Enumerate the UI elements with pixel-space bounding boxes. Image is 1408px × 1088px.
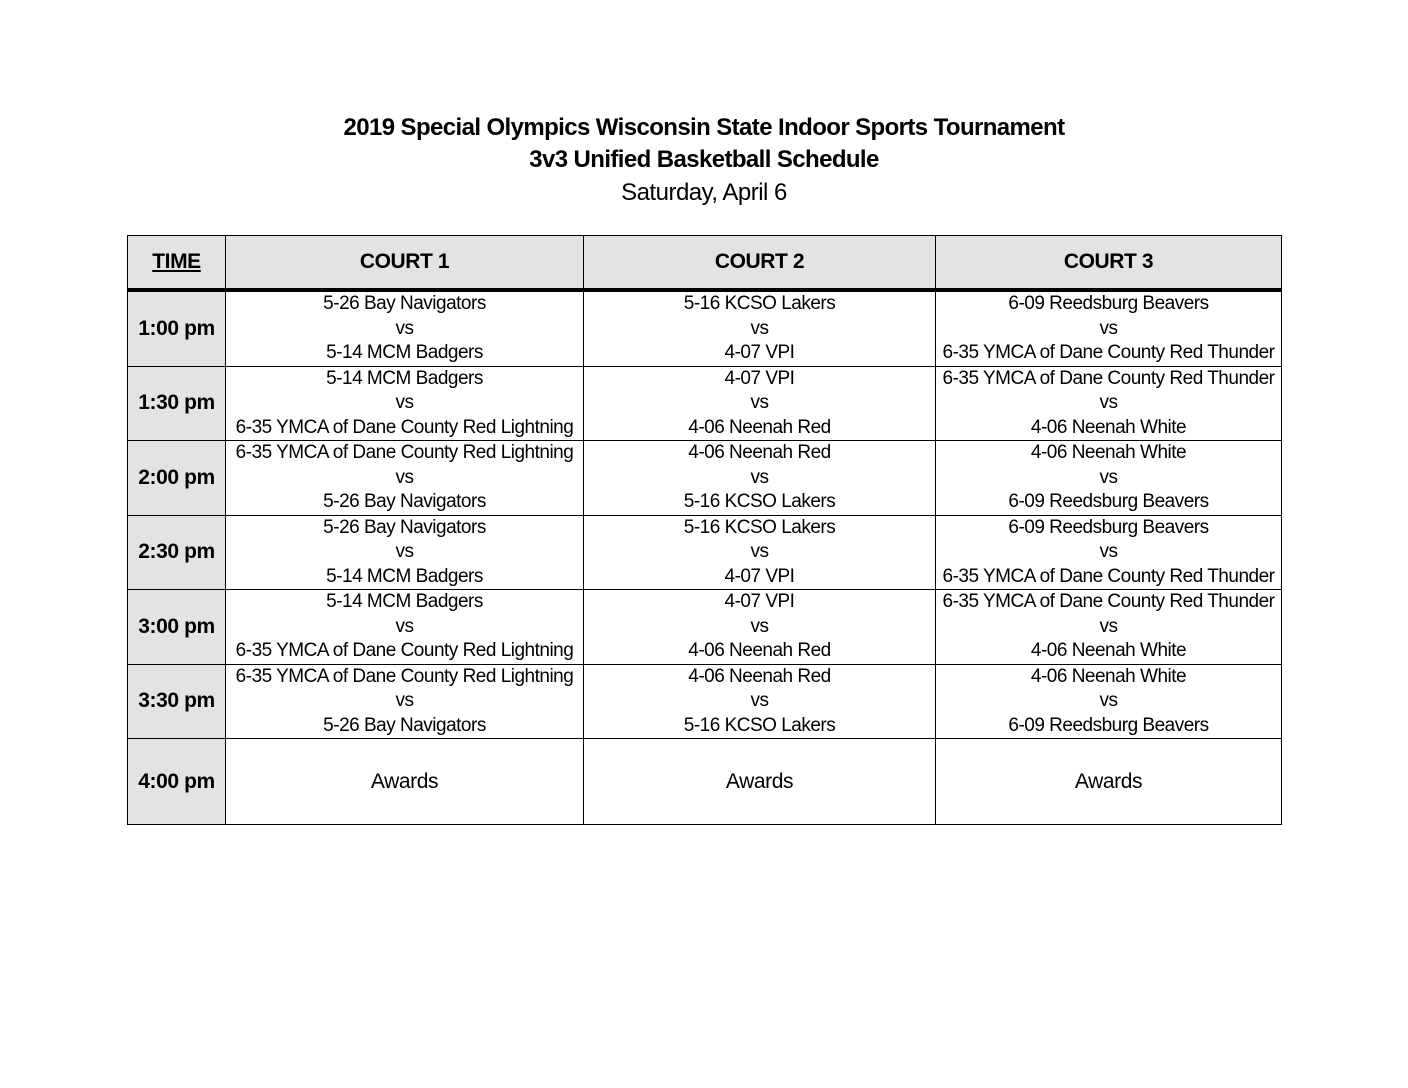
game-cell [226,515,584,590]
vs-label: vs [750,317,769,339]
time-slot: 3:30 pm [128,664,226,739]
team-away: 4-07 VPI [724,342,795,363]
game-cell [584,290,936,366]
time-slot: 2:00 pm [128,441,226,516]
team-home: 6-35 YMCA of Dane County Red Lightning [235,665,574,687]
team-away: 4-06 Neenah Red [688,640,831,661]
game-cell [936,441,1282,516]
team-home: 6-09 Reedsburg Beavers [1008,516,1209,538]
column-header-court-3: COURT 3 [936,236,1282,291]
team-home: 4-07 VPI [724,367,795,389]
column-header-court-2: COURT 2 [584,236,936,291]
team-away: 5-26 Bay Navigators [323,491,486,512]
vs-label: vs [395,690,414,711]
game-cell [584,366,936,441]
team-home: 4-07 VPI [724,591,795,612]
table-row [128,590,1282,665]
team-home: 4-06 Neenah White [1030,665,1187,687]
table-row [128,290,1282,366]
team-home: 5-14 MCM Badgers [326,367,483,389]
vs-label: vs [750,615,769,637]
team-away: 6-35 YMCA of Dane County Red Lightning [235,416,574,438]
team-away: 6-35 YMCA of Dane County Red Thunder [942,342,1275,363]
team-home: 4-06 Neenah Red [688,665,831,687]
document-title: 2019 Special Olympics Wisconsin State Indoor Sports Tournament [343,114,1065,141]
team-away: 4-07 VPI [724,565,795,587]
vs-label: vs [750,392,769,413]
team-home: 6-09 Reedsburg Beavers [1008,293,1209,314]
vs-label: vs [1099,690,1118,711]
team-home: 5-14 MCM Badgers [326,591,483,612]
game-cell [226,441,584,516]
game-cell [936,664,1282,739]
table-row-awards [128,739,1282,825]
team-home: 6-35 YMCA of Dane County Red Lightning [235,442,574,463]
schedule-date: Saturday, April 6 [621,179,787,206]
team-away: 5-14 MCM Badgers [326,342,483,363]
time-slot: 1:30 pm [128,366,226,441]
vs-label: vs [395,466,414,488]
game-cell [584,590,936,665]
team-away: 5-26 Bay Navigators [323,714,486,736]
team-away: 6-09 Reedsburg Beavers [1008,714,1209,736]
vs-label: vs [395,541,414,562]
team-away: 5-16 KCSO Lakers [683,714,836,736]
time-slot: 3:00 pm [128,590,226,665]
team-away: 5-16 KCSO Lakers [683,491,836,512]
game-cell [584,664,936,739]
game-cell [226,664,584,739]
team-home: 4-06 Neenah White [1030,442,1187,463]
vs-label: vs [750,690,769,711]
vs-label: vs [1099,541,1118,562]
column-header-court-1: COURT 1 [226,236,584,291]
vs-label: vs [1099,392,1118,413]
vs-label: vs [395,615,414,637]
table-row [128,664,1282,739]
team-home: 4-06 Neenah Red [688,442,831,463]
document-subtitle: 3v3 Unified Basketball Schedule [529,146,879,173]
team-home: 5-16 KCSO Lakers [683,293,836,314]
game-cell [584,515,936,590]
game-cell [226,366,584,441]
vs-label: vs [750,541,769,562]
vs-label: vs [395,392,414,413]
vs-label: vs [750,466,769,488]
team-away: 6-35 YMCA of Dane County Red Lightning [235,640,574,661]
vs-label: vs [1099,317,1118,339]
vs-label: vs [1099,466,1118,488]
vs-label: vs [395,317,414,339]
time-slot: 4:00 pm [128,739,226,825]
vs-label: vs [1099,615,1118,637]
game-cell [936,515,1282,590]
team-home: 6-35 YMCA of Dane County Red Thunder [942,591,1275,612]
game-cell [226,590,584,665]
game-cell [936,290,1282,366]
team-away: 4-06 Neenah Red [688,416,831,438]
table-row [128,441,1282,516]
table-row [128,366,1282,441]
time-slot: 2:30 pm [128,515,226,590]
schedule-table [127,235,1282,825]
game-cell [936,366,1282,441]
game-cell [936,590,1282,665]
time-slot: 1:00 pm [128,290,226,366]
document-header [0,112,1408,210]
team-away: 6-35 YMCA of Dane County Red Thunder [942,565,1275,587]
awards-cell: Awards [936,739,1282,825]
table-row [128,515,1282,590]
awards-cell: Awards [584,739,936,825]
table-header-row [128,236,1282,291]
team-away: 6-09 Reedsburg Beavers [1008,491,1209,512]
team-away: 4-06 Neenah White [1030,416,1187,438]
game-cell [226,290,584,366]
team-home: 5-26 Bay Navigators [323,516,486,538]
team-home: 6-35 YMCA of Dane County Red Thunder [942,367,1275,389]
team-home: 5-26 Bay Navigators [323,293,486,314]
game-cell [584,441,936,516]
team-away: 5-14 MCM Badgers [326,565,483,587]
column-header-time: TIME [128,236,226,291]
team-away: 4-06 Neenah White [1030,640,1187,661]
awards-cell: Awards [226,739,584,825]
team-home: 5-16 KCSO Lakers [683,516,836,538]
